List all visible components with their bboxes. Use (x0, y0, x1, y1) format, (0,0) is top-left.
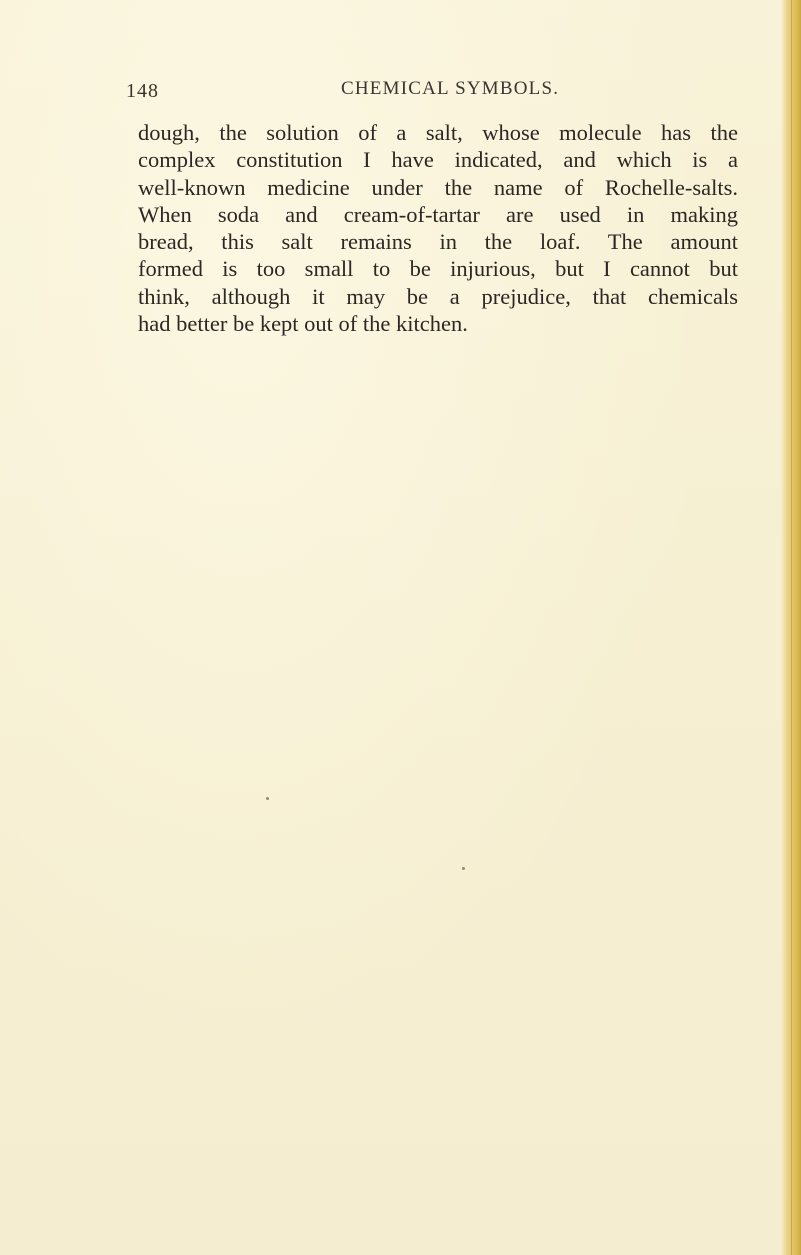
page-number: 148 (126, 80, 159, 102)
body-text (138, 119, 738, 337)
text-line: formed is too small to be injurious, but I cannot but (138, 256, 738, 282)
text-line: dough, the solution of a salt, whose molecule has the (138, 120, 738, 145)
text-line: bread, this salt remains in the loaf. The amount (138, 229, 738, 255)
paper-speck (462, 867, 465, 870)
text-line: think, although it may be a prejudice, that chemicals (138, 283, 738, 309)
paper-speck (266, 797, 269, 800)
text-line: When soda and cream-of-tartar are used in making (138, 201, 738, 227)
text-line: had better be kept out of the kitchen. (138, 311, 468, 337)
running-head (0, 78, 801, 108)
text-line: complex constitution I have indicated, and which is a (138, 147, 738, 173)
page-edge-line (791, 0, 792, 1255)
running-title: CHEMICAL SYMBOLS. (341, 78, 560, 99)
text-line: well-known medicine under the name of Rochelle-salts. (138, 174, 738, 200)
